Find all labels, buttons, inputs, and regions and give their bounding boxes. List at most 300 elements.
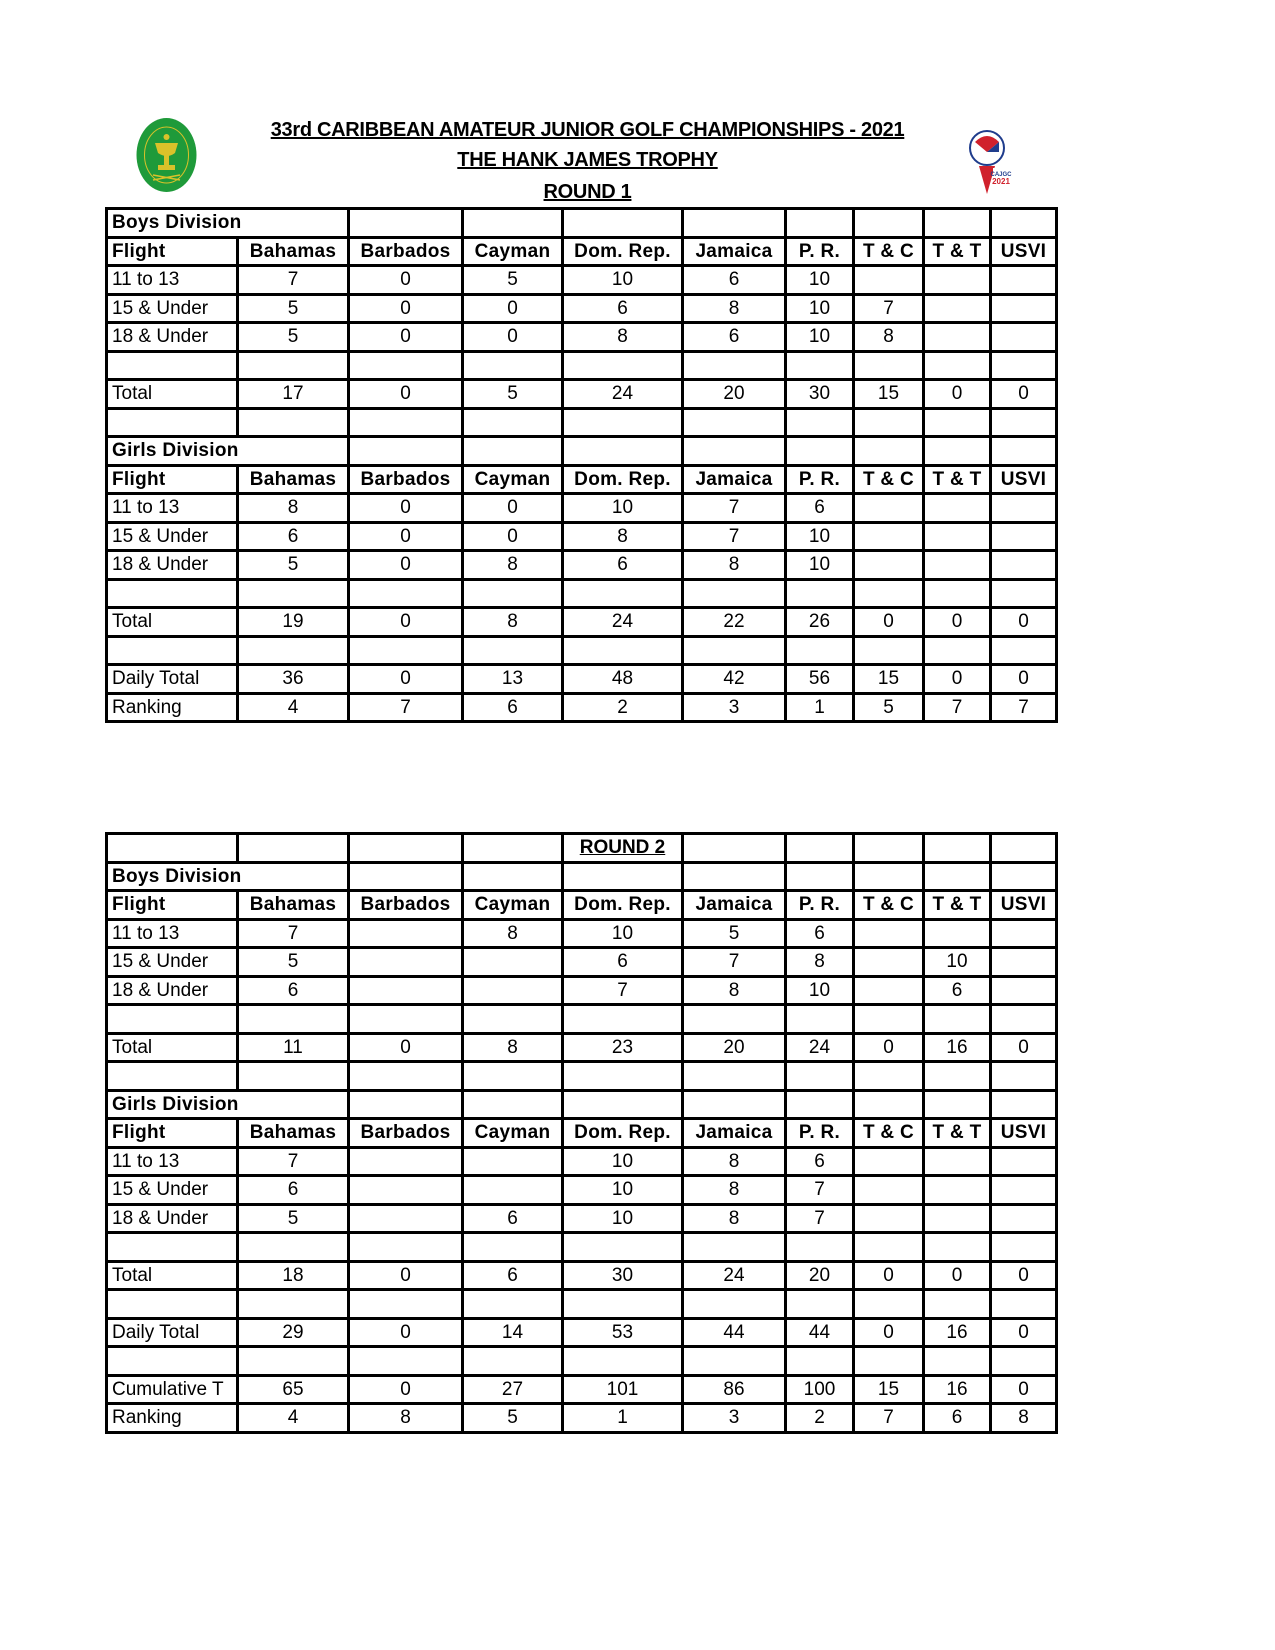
score-cell <box>924 266 991 295</box>
score-cell: 19 <box>238 608 349 637</box>
score-cell: 6 <box>924 976 991 1005</box>
flight-row <box>107 919 1057 948</box>
score-cell: 8 <box>238 494 349 523</box>
score-cell: 0 <box>854 608 924 637</box>
score-cell <box>463 976 563 1005</box>
score-cell: 8 <box>463 1033 563 1062</box>
score-cell: 7 <box>854 294 924 323</box>
country-header: P. R. <box>786 465 854 494</box>
empty-cell <box>924 636 991 665</box>
score-cell: 44 <box>683 1318 786 1347</box>
country-header: Cayman <box>463 1119 563 1148</box>
score-cell: 0 <box>991 1033 1057 1062</box>
score-cell <box>854 1204 924 1233</box>
score-cell: 30 <box>786 380 854 409</box>
score-cell: 24 <box>563 380 683 409</box>
empty-cell <box>349 437 463 466</box>
country-header: Barbados <box>349 891 463 920</box>
score-cell <box>991 551 1057 580</box>
score-cell: 1 <box>563 1404 683 1433</box>
score-cell: 8 <box>563 323 683 352</box>
score-cell <box>924 323 991 352</box>
score-cell: 36 <box>238 665 349 694</box>
score-cell: 0 <box>349 323 463 352</box>
score-cell: 0 <box>924 380 991 409</box>
daily-total-row <box>107 1318 1057 1347</box>
empty-cell <box>924 209 991 238</box>
empty-cell <box>238 579 349 608</box>
empty-cell <box>991 579 1057 608</box>
score-cell: 10 <box>924 948 991 977</box>
score-cell: 0 <box>349 608 463 637</box>
empty-cell <box>107 579 238 608</box>
empty-cell <box>924 862 991 891</box>
country-header: T & T <box>924 1119 991 1148</box>
empty-cell <box>683 636 786 665</box>
score-cell: 0 <box>854 1033 924 1062</box>
score-cell: 6 <box>463 1261 563 1290</box>
score-cell: 0 <box>854 1261 924 1290</box>
score-cell: 30 <box>563 1261 683 1290</box>
score-cell <box>991 522 1057 551</box>
division-label: Boys Division <box>112 212 242 233</box>
row-label: Total <box>107 1261 238 1290</box>
empty-cell <box>854 862 924 891</box>
row-label: 18 & Under <box>107 323 238 352</box>
score-cell <box>924 1204 991 1233</box>
empty-cell <box>463 1233 563 1262</box>
country-header: USVI <box>991 1119 1057 1148</box>
empty-cell <box>854 834 924 863</box>
empty-cell <box>349 636 463 665</box>
score-cell <box>991 266 1057 295</box>
score-cell: 10 <box>563 266 683 295</box>
country-header: T & T <box>924 237 991 266</box>
empty-cell <box>107 1062 238 1091</box>
empty-cell <box>463 1290 563 1319</box>
round-2-title: ROUND 2 <box>563 834 683 863</box>
empty-cell <box>463 351 563 380</box>
empty-cell <box>786 1062 854 1091</box>
score-cell: 5 <box>238 294 349 323</box>
score-cell: 0 <box>463 323 563 352</box>
cumulative-total-row <box>107 1375 1057 1404</box>
score-cell <box>924 1147 991 1176</box>
blank-row <box>107 1233 1057 1262</box>
score-cell <box>991 494 1057 523</box>
round-1-table <box>105 207 1058 723</box>
flight-row <box>107 551 1057 580</box>
score-cell: 8 <box>683 551 786 580</box>
boys-total-row <box>107 380 1057 409</box>
score-cell: 0 <box>349 1375 463 1404</box>
country-header: Jamaica <box>683 237 786 266</box>
score-cell: 1 <box>786 693 854 722</box>
empty-cell <box>563 1090 683 1119</box>
ranking-row <box>107 693 1057 722</box>
empty-cell <box>991 1090 1057 1119</box>
empty-cell <box>463 862 563 891</box>
score-cell: 8 <box>349 1404 463 1433</box>
empty-cell <box>924 351 991 380</box>
score-cell: 14 <box>463 1318 563 1347</box>
score-cell <box>463 1176 563 1205</box>
caribbean-golf-association-logo-icon <box>135 117 198 193</box>
score-cell: 8 <box>683 976 786 1005</box>
score-cell: 20 <box>786 1261 854 1290</box>
column-header-row <box>107 465 1057 494</box>
empty-cell <box>107 1290 238 1319</box>
empty-cell <box>563 1062 683 1091</box>
score-cell <box>924 1176 991 1205</box>
blank-row <box>107 351 1057 380</box>
empty-cell <box>463 408 563 437</box>
score-cell: 7 <box>991 693 1057 722</box>
score-cell: 2 <box>786 1404 854 1433</box>
score-cell <box>991 1204 1057 1233</box>
score-cell: 16 <box>924 1375 991 1404</box>
empty-cell <box>349 862 463 891</box>
empty-cell <box>854 408 924 437</box>
flight-header: Flight <box>107 1119 238 1148</box>
empty-cell <box>854 579 924 608</box>
score-cell: 24 <box>563 608 683 637</box>
blank-row <box>107 1062 1057 1091</box>
score-cell: 8 <box>683 294 786 323</box>
score-cell: 6 <box>238 522 349 551</box>
flight-header: Flight <box>107 891 238 920</box>
score-cell: 10 <box>786 522 854 551</box>
score-cell: 4 <box>238 693 349 722</box>
score-cell: 3 <box>683 693 786 722</box>
division-label-cell <box>107 209 349 238</box>
empty-cell <box>924 1062 991 1091</box>
blank-row <box>107 1290 1057 1319</box>
row-label: 15 & Under <box>107 1176 238 1205</box>
empty-cell <box>924 1233 991 1262</box>
division-label: Girls Division <box>112 1093 239 1115</box>
daily-total-row <box>107 665 1057 694</box>
score-cell: 0 <box>924 1261 991 1290</box>
empty-cell <box>683 834 786 863</box>
score-cell: 6 <box>463 693 563 722</box>
empty-cell <box>924 1290 991 1319</box>
score-cell: 5 <box>463 380 563 409</box>
score-cell <box>854 976 924 1005</box>
score-cell: 8 <box>991 1404 1057 1433</box>
empty-cell <box>683 1090 786 1119</box>
empty-cell <box>563 862 683 891</box>
score-cell: 16 <box>924 1318 991 1347</box>
empty-cell <box>463 834 563 863</box>
score-cell: 15 <box>854 1375 924 1404</box>
empty-cell <box>349 408 463 437</box>
row-label: Cumulative T <box>107 1375 238 1404</box>
score-cell: 7 <box>683 948 786 977</box>
empty-cell <box>463 1090 563 1119</box>
empty-cell <box>991 1347 1057 1376</box>
empty-cell <box>991 1290 1057 1319</box>
empty-cell <box>349 1005 463 1034</box>
score-cell <box>854 919 924 948</box>
empty-cell <box>563 579 683 608</box>
empty-cell <box>238 834 349 863</box>
score-cell: 17 <box>238 380 349 409</box>
empty-cell <box>854 1005 924 1034</box>
score-cell <box>991 976 1057 1005</box>
score-cell: 8 <box>463 608 563 637</box>
row-label: 18 & Under <box>107 1204 238 1233</box>
country-header: T & T <box>924 891 991 920</box>
empty-cell <box>349 1290 463 1319</box>
score-cell: 100 <box>786 1375 854 1404</box>
country-header: Bahamas <box>238 237 349 266</box>
empty-cell <box>991 351 1057 380</box>
score-cell: 10 <box>786 266 854 295</box>
empty-cell <box>349 579 463 608</box>
empty-cell <box>683 1005 786 1034</box>
column-header-row <box>107 237 1057 266</box>
ranking-row <box>107 1404 1057 1433</box>
empty-cell <box>238 1347 349 1376</box>
score-cell: 6 <box>786 919 854 948</box>
empty-cell <box>463 1347 563 1376</box>
row-label: 15 & Under <box>107 522 238 551</box>
flight-row <box>107 323 1057 352</box>
empty-cell <box>563 437 683 466</box>
score-cell: 65 <box>238 1375 349 1404</box>
boys-division-row <box>107 209 1057 238</box>
empty-cell <box>854 1090 924 1119</box>
blank-row <box>107 579 1057 608</box>
score-cell: 0 <box>991 380 1057 409</box>
score-cell: 0 <box>854 1318 924 1347</box>
score-cell <box>854 948 924 977</box>
score-cell: 0 <box>463 522 563 551</box>
row-label: 11 to 13 <box>107 266 238 295</box>
score-cell <box>854 1176 924 1205</box>
round-2-table <box>105 832 1058 1434</box>
empty-cell <box>786 351 854 380</box>
flight-row <box>107 948 1057 977</box>
score-cell: 0 <box>349 665 463 694</box>
score-cell: 22 <box>683 608 786 637</box>
score-cell <box>854 266 924 295</box>
score-cell: 8 <box>683 1204 786 1233</box>
empty-cell <box>786 209 854 238</box>
score-cell <box>991 294 1057 323</box>
empty-cell <box>991 209 1057 238</box>
empty-cell <box>683 1062 786 1091</box>
empty-cell <box>991 1233 1057 1262</box>
score-cell <box>854 522 924 551</box>
row-label: Ranking <box>107 693 238 722</box>
flight-row <box>107 1176 1057 1205</box>
empty-cell <box>238 1290 349 1319</box>
empty-cell <box>463 209 563 238</box>
empty-cell <box>924 1347 991 1376</box>
score-cell: 7 <box>563 976 683 1005</box>
row-label: Daily Total <box>107 665 238 694</box>
country-header: Cayman <box>463 891 563 920</box>
score-cell: 0 <box>991 665 1057 694</box>
flight-row <box>107 976 1057 1005</box>
score-cell: 8 <box>563 522 683 551</box>
empty-cell <box>924 834 991 863</box>
empty-cell <box>238 1005 349 1034</box>
empty-cell <box>854 636 924 665</box>
score-cell: 11 <box>238 1033 349 1062</box>
row-label: Ranking <box>107 1404 238 1433</box>
country-header: T & C <box>854 465 924 494</box>
empty-cell <box>854 351 924 380</box>
empty-cell <box>683 408 786 437</box>
empty-cell <box>563 408 683 437</box>
empty-cell <box>463 1005 563 1034</box>
empty-cell <box>786 636 854 665</box>
empty-cell <box>107 636 238 665</box>
score-cell: 0 <box>349 522 463 551</box>
empty-cell <box>683 1233 786 1262</box>
row-label: 15 & Under <box>107 948 238 977</box>
score-cell: 0 <box>463 494 563 523</box>
empty-cell <box>683 1347 786 1376</box>
score-cell: 5 <box>463 1404 563 1433</box>
score-cell: 0 <box>349 294 463 323</box>
score-cell <box>924 551 991 580</box>
score-cell <box>924 294 991 323</box>
empty-cell <box>786 1347 854 1376</box>
country-header: T & C <box>854 237 924 266</box>
empty-cell <box>786 1290 854 1319</box>
score-cell: 18 <box>238 1261 349 1290</box>
round-1-title: ROUND 1 <box>543 181 632 203</box>
empty-cell <box>107 1005 238 1034</box>
score-cell <box>349 1176 463 1205</box>
score-cell: 10 <box>563 494 683 523</box>
empty-cell <box>786 437 854 466</box>
score-cell: 7 <box>683 494 786 523</box>
score-cell: 0 <box>349 551 463 580</box>
score-cell: 42 <box>683 665 786 694</box>
score-cell: 7 <box>238 1147 349 1176</box>
girls-total-row <box>107 1261 1057 1290</box>
country-header: Barbados <box>349 1119 463 1148</box>
score-cell: 56 <box>786 665 854 694</box>
score-cell <box>463 948 563 977</box>
blank-row <box>107 1347 1057 1376</box>
score-cell: 6 <box>563 294 683 323</box>
svg-text:CAJGC: CAJGC <box>990 172 1012 178</box>
country-header: Dom. Rep. <box>563 891 683 920</box>
score-cell: 10 <box>563 1147 683 1176</box>
empty-cell <box>854 1290 924 1319</box>
score-cell <box>463 1147 563 1176</box>
score-cell: 7 <box>786 1176 854 1205</box>
flight-row <box>107 1147 1057 1176</box>
score-cell: 0 <box>349 1318 463 1347</box>
blank-row <box>107 1005 1057 1034</box>
boys-division-row <box>107 862 1057 891</box>
country-header: Dom. Rep. <box>563 1119 683 1148</box>
score-cell: 6 <box>238 1176 349 1205</box>
country-header: Dom. Rep. <box>563 237 683 266</box>
score-cell: 10 <box>563 1204 683 1233</box>
score-cell: 101 <box>563 1375 683 1404</box>
empty-cell <box>463 437 563 466</box>
score-cell: 29 <box>238 1318 349 1347</box>
flight-row <box>107 522 1057 551</box>
empty-cell <box>563 1347 683 1376</box>
score-cell: 7 <box>854 1404 924 1433</box>
score-cell: 53 <box>563 1318 683 1347</box>
country-header: USVI <box>991 465 1057 494</box>
row-label: 18 & Under <box>107 551 238 580</box>
score-cell: 0 <box>349 1033 463 1062</box>
empty-cell <box>463 579 563 608</box>
score-cell <box>349 919 463 948</box>
score-cell: 7 <box>924 693 991 722</box>
score-cell: 10 <box>786 323 854 352</box>
score-cell: 0 <box>924 608 991 637</box>
country-header: Cayman <box>463 237 563 266</box>
empty-cell <box>683 862 786 891</box>
country-header: P. R. <box>786 891 854 920</box>
country-header: Cayman <box>463 465 563 494</box>
country-header: USVI <box>991 237 1057 266</box>
score-cell: 10 <box>563 919 683 948</box>
score-cell: 5 <box>238 323 349 352</box>
score-cell: 0 <box>991 1375 1057 1404</box>
score-cell: 6 <box>563 948 683 977</box>
empty-cell <box>683 437 786 466</box>
score-cell: 5 <box>238 948 349 977</box>
score-cell: 4 <box>238 1404 349 1433</box>
score-cell: 0 <box>349 266 463 295</box>
score-cell <box>349 1204 463 1233</box>
flight-row <box>107 266 1057 295</box>
empty-cell <box>854 1233 924 1262</box>
score-cell: 7 <box>238 266 349 295</box>
empty-cell <box>107 408 238 437</box>
score-cell: 8 <box>854 323 924 352</box>
division-label: Girls Division <box>112 440 239 461</box>
score-cell <box>349 1147 463 1176</box>
empty-cell <box>349 351 463 380</box>
score-cell: 6 <box>683 323 786 352</box>
score-cell: 27 <box>463 1375 563 1404</box>
score-cell <box>924 494 991 523</box>
score-cell: 8 <box>463 919 563 948</box>
blank-row <box>107 636 1057 665</box>
empty-cell <box>563 1233 683 1262</box>
score-cell: 5 <box>238 551 349 580</box>
score-cell: 7 <box>683 522 786 551</box>
cajgc-2021-logo-icon <box>965 128 1015 200</box>
score-cell <box>924 522 991 551</box>
country-header: P. R. <box>786 1119 854 1148</box>
score-cell: 0 <box>349 380 463 409</box>
row-label: Total <box>107 380 238 409</box>
empty-cell <box>991 636 1057 665</box>
empty-cell <box>786 1005 854 1034</box>
championship-title: 33rd CARIBBEAN AMATEUR JUNIOR GOLF CHAMPIONSHIPS - 2021 <box>270 119 905 141</box>
score-cell: 44 <box>786 1318 854 1347</box>
country-header: Bahamas <box>238 1119 349 1148</box>
score-cell: 26 <box>786 608 854 637</box>
score-cell: 2 <box>563 693 683 722</box>
trophy-title: THE HANK JAMES TROPHY <box>457 149 718 171</box>
